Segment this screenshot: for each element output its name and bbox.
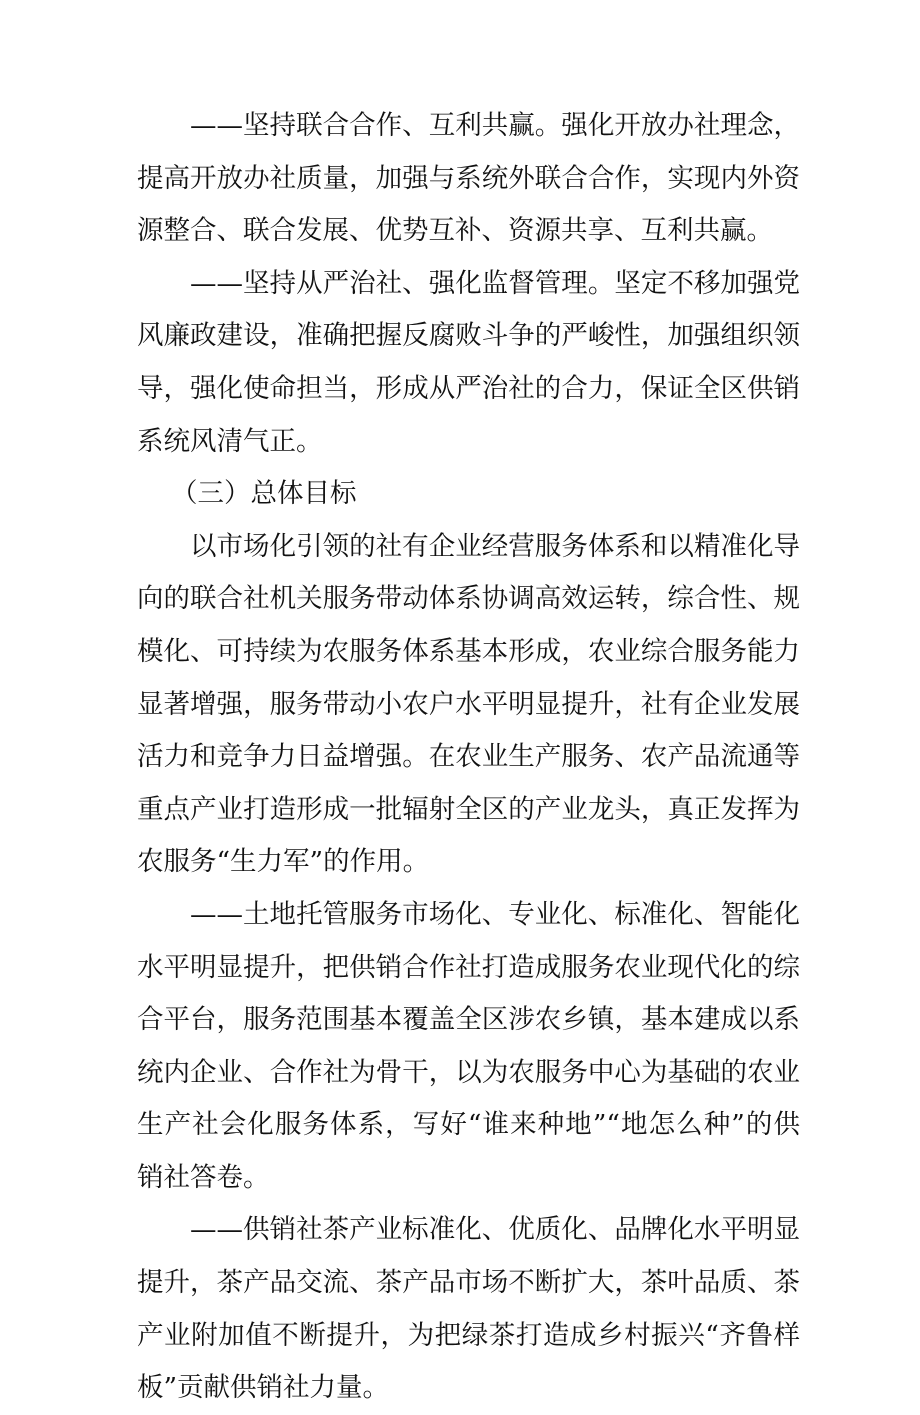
paragraph-tea-industry: ——供销社茶产业标准化、优质化、品牌化水平明显提升，茶产品交流、茶产品市场不断扩大，茶叶品质、茶产业附加值不断提升，为把绿茶打造成乡村振兴“齐鲁样板”贡献供销社力量。 (137, 1214, 800, 1404)
paragraph-land-trusteeship: ——土地托管服务市场化、专业化、标准化、智能化水平明显提升，把供销合作社打造成服务农业现代化的综合平台，服务范围基本覆盖全区涉农乡镇，基本建成以系统内企业、合作社为骨干，以为农服务中心为基础的农业生产社会化服务体系，写好“谁来种地”“地怎么种”的供销社答卷。 (137, 898, 800, 1193)
section-heading: （三）总体目标 (171, 478, 357, 510)
paragraph-strict-governance: ——坚持从严治社、强化监督管理。坚定不移加强党风廉政建设，准确把握反腐败斗争的严峻性，加强组织领导，强化使命担当，形成从严治社的合力，保证全区供销系统风清气正。 (137, 267, 800, 457)
paragraph-cooperation: ——坚持联合合作、互利共赢。强化开放办社理念，提高开放办社质量，加强与系统外联合合作，实现内外资源整合、联合发展、优势互补、资源共享、互利共赢。 (137, 110, 800, 247)
document-body (137, 100, 800, 1415)
paragraph-overall-goal: 以市场化引领的社有企业经营服务体系和以精准化导向的联合社机关服务带动体系协调高效运转，综合性、规模化、可持续为农服务体系基本形成，农业综合服务能力显著增强，服务带动小农户水平明显提升，社有企业发展活力和竞争力日益增强。在农业生产服务、农产品流通等重点产业打造形成一批辐射全区的产业龙头，真正发挥为农服务“生力军”的作用。 (137, 530, 800, 878)
